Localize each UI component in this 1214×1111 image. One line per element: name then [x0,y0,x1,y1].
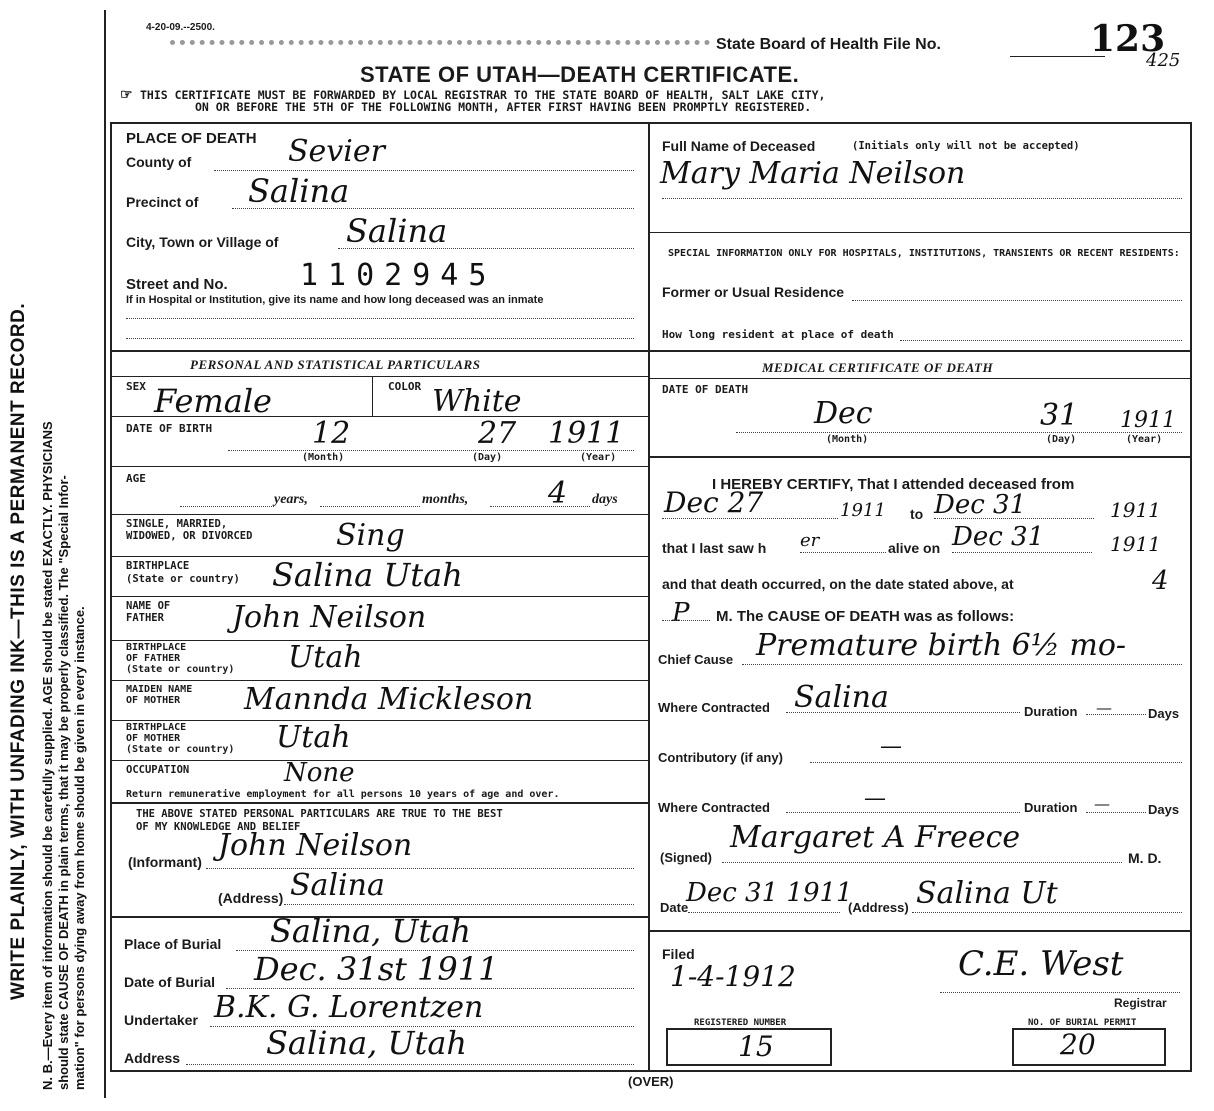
duration-2-label: Duration [1024,800,1078,815]
registered-number-label: REGISTERED NUMBER [694,1018,787,1028]
dob-month-value: 12 [312,416,351,451]
death-year-caption: (Year) [1126,434,1163,445]
sex-label: SEX [126,380,146,393]
precinct-value: Salina [248,172,350,210]
attestation-line1: THE ABOVE STATED PERSONAL PARTICULARS ARE TRUE TO THE BEST [136,808,503,820]
death-month-value: Dec [814,396,873,431]
dob-year-value: 1911 [548,416,625,451]
birthplace-value: Salina Utah [272,556,463,594]
father-birthplace-label-line2: OF FATHER [126,653,181,664]
form-code: 4-20-09.--2500. [146,22,215,33]
attended-from-value: Dec 27 [664,486,764,519]
informant-value: John Neilson [218,828,413,863]
physician-signature: Margaret A Freece [730,820,1021,855]
undertaker-label: Undertaker [124,1012,198,1028]
faint-header-text [170,40,710,50]
county-label: County of [126,154,192,170]
pointing-hand-icon: ☞ [120,86,133,102]
duration-days-label: Days [1148,706,1180,721]
marital-label-line1: SINGLE, MARRIED, [126,518,228,530]
full-name-note: (Initials only will not be accepted) [852,140,1080,152]
street-value: 1102945 [300,258,497,293]
birthplace-label-line1: BIRTHPLACE [126,560,190,572]
death-day-value: 31 [1040,398,1079,433]
alive-on-year: 1911 [1110,532,1161,556]
duration-2-days-label: Days [1148,802,1180,817]
father-label-line2: FATHER [126,612,164,624]
age-label: AGE [126,472,146,485]
undertaker-value: B.K. G. Lorentzen [214,990,484,1025]
precinct-label: Precinct of [126,194,199,210]
age-years-label: years, [274,492,308,507]
duration-value: — [1096,698,1112,717]
informant-address-value: Salina [290,868,385,903]
age-days-value: 4 [548,476,568,511]
age-months-label: months, [422,492,469,507]
last-saw-pronoun: er [800,530,820,551]
informant-label: (Informant) [128,854,202,870]
attended-to-value: Dec 31 [934,490,1027,520]
burial-permit-label: NO. OF BURIAL PERMIT [1028,1018,1137,1028]
file-number-label: State Board of Health File No. [716,36,941,53]
over-label: (OVER) [628,1074,674,1089]
father-name-value: John Neilson [232,600,427,635]
registrar-label: Registrar [1114,996,1167,1010]
physician-address-label: (Address) [848,900,909,915]
where-contracted-value: Salina [794,680,889,715]
date-of-death-label: DATE OF DEATH [662,383,749,396]
death-hour-value: 4 [1152,566,1169,596]
attended-to-label: to [910,506,924,522]
age-days-label: days [592,492,618,507]
occupation-note: Return remunerative employment for all persons 10 years of age and over. [126,789,560,800]
burial-place-value: Salina, Utah [270,912,472,950]
registered-number-value: 15 [738,1030,774,1063]
attended-from-year: 1911 [840,500,886,521]
registrar-signature: C.E. West [958,944,1124,984]
death-pm-value: P [672,598,690,628]
date-of-birth-label: DATE OF BIRTH [126,422,213,435]
attended-to-year: 1911 [1110,498,1161,522]
attestation-line2: OF MY KNOWLEDGE AND BELIEF [136,821,301,833]
full-name-value: Mary Maria Neilson [660,156,966,191]
sex-value: Female [154,382,272,420]
burial-permit-value: 20 [1060,1028,1096,1061]
medical-certificate-heading: MEDICAL CERTIFICATE OF DEATH [762,360,994,375]
where-contracted-label: Where Contracted [658,700,770,715]
marital-label-line2: WIDOWED, OR DIVORCED [126,530,253,542]
color-value: White [432,384,522,419]
dob-year-caption: (Year) [580,452,617,463]
special-information-heading: SPECIAL INFORMATION ONLY FOR HOSPITALS, INSTITUTIONS, TRANSIENTS OR RECENT RESIDENTS: [668,248,1180,259]
city-value: Salina [346,212,448,250]
certificate-title: STATE OF UTAH—DEATH CERTIFICATE. [360,62,800,87]
mother-name-value: Mannda Mickleson [244,682,534,717]
undertaker-address-value: Salina, Utah [266,1024,468,1062]
personal-particulars-heading: PERSONAL AND STATISTICAL PARTICULARS [190,357,481,372]
certify-text: I HEREBY CERTIFY, That I attended deceased from [712,476,1075,493]
last-saw-label: that I last saw h [662,540,767,556]
alive-on-value: Dec 31 [952,522,1045,552]
signed-date-value: Dec 31 1911 [686,878,853,908]
cause-of-death-text: M. The CAUSE OF DEATH was as follows: [716,608,1015,625]
duration-label: Duration [1024,704,1078,719]
instructions-note-line2: should state CAUSE OF DEATH in plain terms, that it may be properly classified. The "Special Infor- [56,475,71,1090]
mother-label-line1: MAIDEN NAME [126,684,193,695]
death-month-caption: (Month) [826,434,869,445]
street-label: Street and No. [126,276,228,293]
full-name-label: Full Name of Deceased [662,138,816,154]
burial-date-label: Date of Burial [124,974,216,990]
contributory-value: — [880,734,902,759]
burial-date-value: Dec. 31st 1911 [254,950,499,988]
mother-birthplace-label-line1: BIRTHPLACE [126,722,187,733]
contributory-label: Contributory (if any) [658,750,783,765]
signed-date-label: Date [660,900,689,915]
father-birthplace-label-line3: (State or country) [126,664,235,675]
notice-line-2: ON OR BEFORE THE 5TH OF THE FOLLOWING MONTH, AFTER FIRST HAVING BEEN PROMPTLY REGISTERED. [195,100,812,114]
chief-cause-label: Chief Cause [658,652,734,667]
physician-address-value: Salina Ut [916,876,1058,911]
informant-address-label: (Address) [218,890,284,906]
city-label: City, Town or Village of [126,234,279,250]
undertaker-address-label: Address [124,1050,181,1066]
mother-label-line2: OF MOTHER [126,695,181,706]
former-residence-label: Former or Usual Residence [662,284,845,300]
instructions-note-line1: N. B.—Every item of information should be carefully supplied. AGE should be stated EXACTLY. PHYSICIANS [40,421,55,1090]
dob-month-caption: (Month) [302,452,345,463]
father-birthplace-value: Utah [288,640,363,675]
father-label-line1: NAME OF [126,600,171,612]
filed-label: Filed [662,946,695,962]
alive-on-label: alive on [888,540,941,556]
instructions-note-line3: mation" for persons dying away from home should be given in every instance. [72,606,87,1090]
where-contracted-2-value: — [864,786,886,811]
filed-date-value: 1-4-1912 [670,960,796,993]
permanent-record-notice: WRITE PLAINLY, WITH UNFADING INK—THIS IS A PERMANENT RECORD. [8,302,29,1000]
color-label: COLOR [388,380,422,393]
mother-birthplace-label-line2: OF MOTHER [126,733,181,744]
hospital-note: If in Hospital or Institution, give its name and how long deceased was an inmate [126,294,544,306]
how-long-label: How long resident at place of death [662,328,894,341]
chief-cause-value: Premature birth 6½ mo- [756,628,1127,663]
where-contracted-2-label: Where Contracted [658,800,770,815]
file-number-secondary: 425 [1146,50,1181,71]
dob-day-caption: (Day) [472,452,503,463]
dob-day-value: 27 [478,416,517,451]
mother-birthplace-label-line3: (State or country) [126,744,235,755]
mother-birthplace-value: Utah [276,720,351,755]
physician-signed-label: (Signed) [660,850,712,865]
duration-2-value: — [1094,794,1110,813]
notice-line-1: THIS CERTIFICATE MUST BE FORWARDED BY LOCAL REGISTRAR TO THE STATE BOARD OF HEALTH, SALT LAKE CITY, [140,88,826,102]
marital-value: Sing [336,518,405,553]
occupation-value: None [284,758,355,788]
place-of-death-heading: PLACE OF DEATH [126,130,257,147]
burial-place-label: Place of Burial [124,936,222,952]
birthplace-label-line2: (State or country) [126,573,240,585]
death-year-value: 1911 [1120,408,1176,433]
occupation-label: OCCUPATION [126,764,190,776]
county-value: Sevier [288,134,385,169]
father-birthplace-label-line1: BIRTHPLACE [126,642,187,653]
file-number-value: 123 [1090,18,1166,60]
md-label: M. D. [1128,850,1162,866]
death-occurred-text: and that death occurred, on the date stated above, at [662,576,1014,592]
death-day-caption: (Day) [1046,434,1077,445]
